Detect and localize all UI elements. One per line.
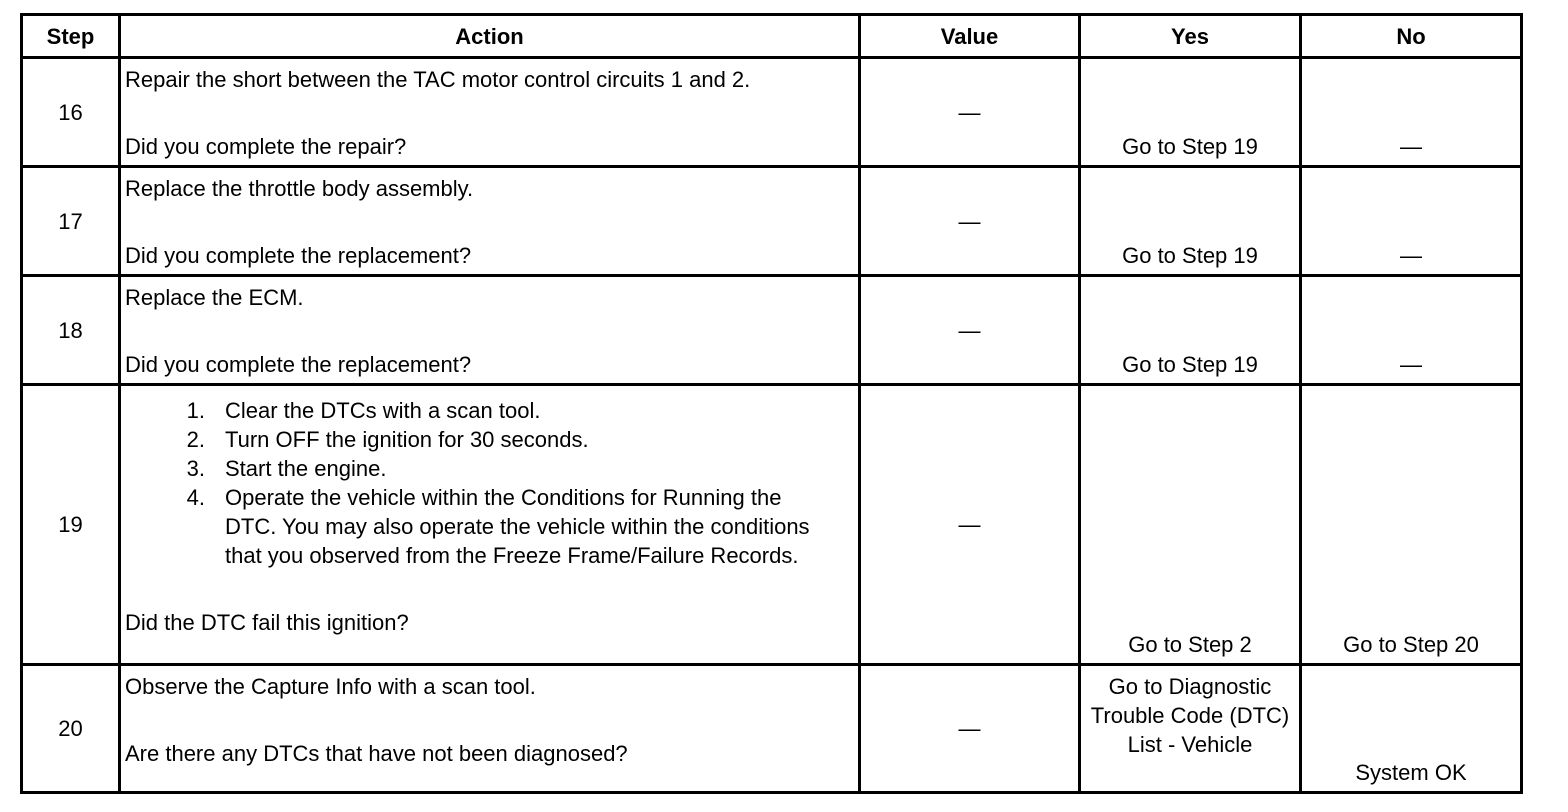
yes-cell: Go to Step 2 bbox=[1080, 385, 1301, 665]
table-row bbox=[22, 276, 1522, 385]
header-row bbox=[22, 15, 1522, 58]
value-cell: — bbox=[860, 276, 1080, 385]
list-item: 3. Start the engine. bbox=[186, 456, 387, 481]
action-cell bbox=[120, 276, 860, 385]
header-yes: Yes bbox=[1080, 15, 1301, 58]
action-question: Are there any DTCs that have not been diagnosed? bbox=[125, 741, 628, 766]
action-cell bbox=[120, 58, 860, 167]
step-number: 17 bbox=[22, 167, 120, 276]
yes-cell: Go to Step 19 bbox=[1080, 58, 1301, 167]
header-step: Step bbox=[22, 15, 120, 58]
no-cell: Go to Step 20 bbox=[1301, 385, 1522, 665]
header-value: Value bbox=[860, 15, 1080, 58]
no-cell: — bbox=[1301, 167, 1522, 276]
header-no: No bbox=[1301, 15, 1522, 58]
list-item: 2. Turn OFF the ignition for 30 seconds. bbox=[186, 427, 589, 452]
value-cell: — bbox=[860, 665, 1080, 793]
table-row bbox=[22, 665, 1522, 793]
action-instruction: Replace the ECM. bbox=[125, 285, 304, 310]
table-row bbox=[22, 167, 1522, 276]
list-item: 4. Operate the vehicle within the Conditions for Running the DTC. You may also operate the vehicle within the conditions that you observed from the Freeze Frame/Failure Records. bbox=[186, 485, 810, 568]
yes-cell: Go to Step 19 bbox=[1080, 167, 1301, 276]
list-item: 1. Clear the DTCs with a scan tool. bbox=[186, 398, 541, 423]
yes-cell: Go to Diagnostic Trouble Code (DTC) List - Vehicle bbox=[1080, 665, 1301, 793]
step-number: 19 bbox=[22, 385, 120, 665]
value-cell: — bbox=[860, 58, 1080, 167]
header-action: Action bbox=[120, 15, 860, 58]
step-number: 20 bbox=[22, 665, 120, 793]
step-number: 18 bbox=[22, 276, 120, 385]
action-instruction: Repair the short between the TAC motor control circuits 1 and 2. bbox=[125, 67, 751, 92]
diagnostic-table bbox=[20, 13, 1523, 794]
action-question: Did you complete the replacement? bbox=[125, 352, 472, 377]
procedure-list bbox=[125, 396, 854, 570]
no-cell: — bbox=[1301, 58, 1522, 167]
action-question: Did you complete the replacement? bbox=[125, 243, 472, 268]
action-cell bbox=[120, 167, 860, 276]
value-cell: — bbox=[860, 385, 1080, 665]
step-number: 16 bbox=[22, 58, 120, 167]
no-cell: — bbox=[1301, 276, 1522, 385]
value-cell: — bbox=[860, 167, 1080, 276]
action-instruction: Observe the Capture Info with a scan tool. bbox=[125, 674, 536, 699]
action-cell bbox=[120, 385, 860, 665]
action-cell bbox=[120, 665, 860, 793]
yes-cell: Go to Step 19 bbox=[1080, 276, 1301, 385]
table-row bbox=[22, 385, 1522, 665]
table-row bbox=[22, 58, 1522, 167]
no-cell: System OK bbox=[1301, 665, 1522, 793]
action-question: Did the DTC fail this ignition? bbox=[125, 610, 409, 635]
action-question: Did you complete the repair? bbox=[125, 134, 407, 159]
action-instruction: Replace the throttle body assembly. bbox=[125, 176, 474, 201]
